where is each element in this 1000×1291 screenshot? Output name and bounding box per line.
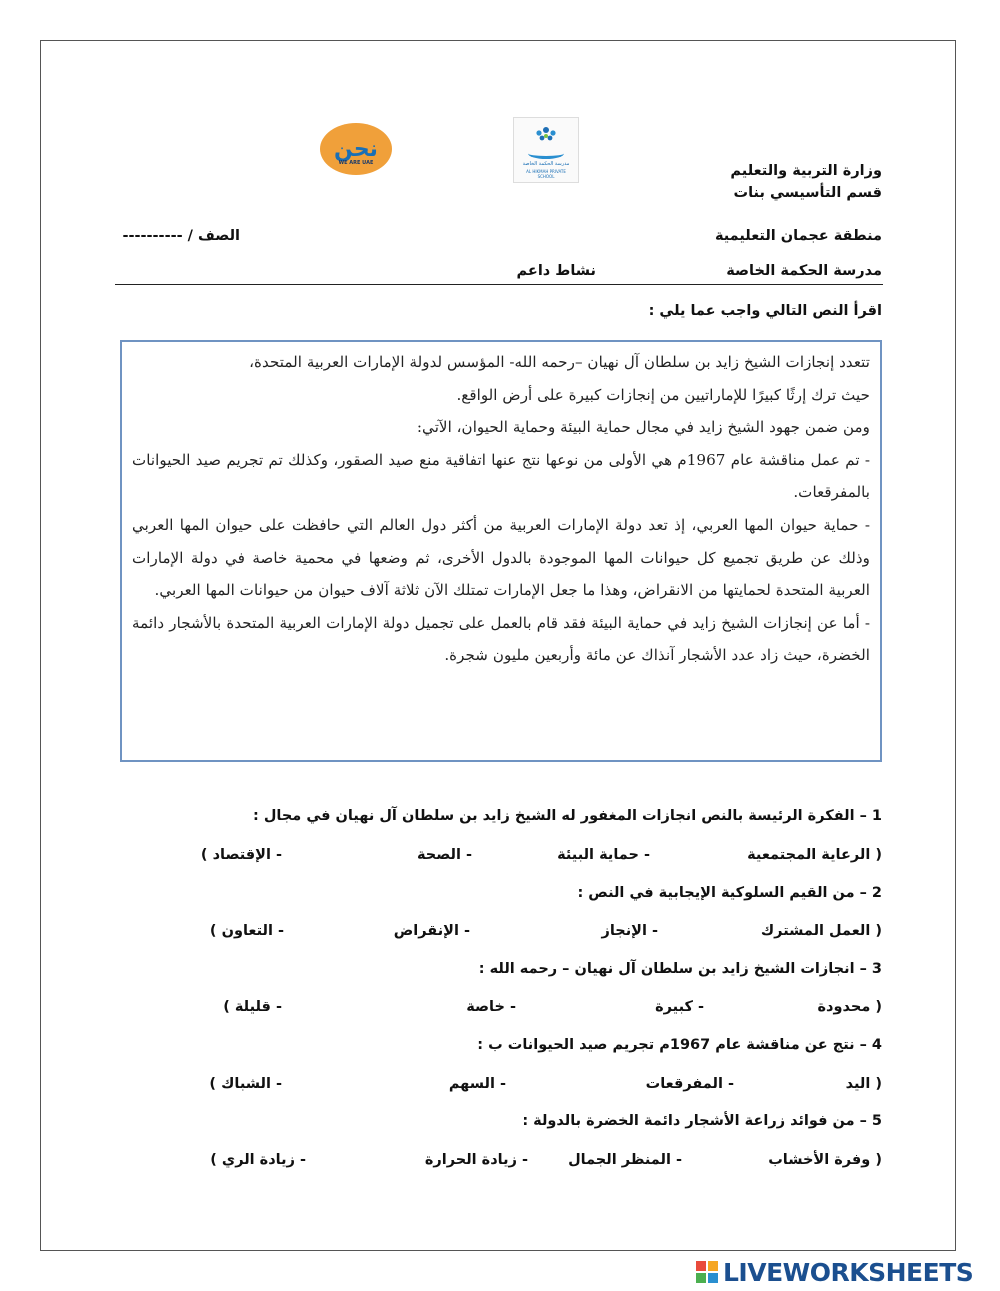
passage-line: - حماية حيوان المها العربي، إذ تعد دولة الإمارات العربية من أكثر دول العالم التي حافظت على حيوان المها العربي وذلك عن طريق تجميع كل حيوانات المها الموجودة بالدول الأخرى، ثم وضعها في محمية خاصة في دولة الإمارات العربية المتحدة لحمايتها من الانقراض، وهذا ما جعل الإمارات تمتلك الآن ثلاثة آلاف حيوان من حيوانات المها العربي. xyxy=(132,515,870,600)
passage-line: حيث ترك إرثًا كبيرًا للإماراتيين من إنجازات كبيرة على أرض الواقع. xyxy=(456,385,870,404)
q3-option-1[interactable]: ( محدودة xyxy=(817,999,882,1015)
school-logo-name-ar: مدرسة الحكمة الخاصة xyxy=(522,161,570,167)
q2-option-1[interactable]: ( العمل المشترك xyxy=(760,923,882,939)
ministry-title: وزارة التربية والتعليم xyxy=(730,163,882,179)
passage-line: تتعدد إنجازات الشيخ زايد بن سلطان آل نهيان –رحمه الله- المؤسس لدولة الإمارات العربية المتحدة، xyxy=(249,353,870,371)
activity-title: نشاط داعم xyxy=(516,263,596,279)
q5-option-4[interactable]: - زيادة الري ) xyxy=(210,1152,306,1168)
question-3: 3 – انجازات الشيخ زايد بن سلطان آل نهيان – رحمه الله : xyxy=(478,961,882,977)
reading-instruction: اقرأ النص التالي واجب عما يلي : xyxy=(648,303,882,319)
zone-title: منطقة عجمان التعليمية xyxy=(714,228,882,244)
question-2: 2 – من القيم السلوكية الإيجابية في النص : xyxy=(577,885,882,901)
school-logo-book-icon xyxy=(528,148,564,159)
q4-option-4[interactable]: - الشباك ) xyxy=(209,1076,282,1092)
brand-cube xyxy=(696,1261,706,1271)
q3-option-3[interactable]: - خاصة xyxy=(466,999,516,1015)
q1-option-4[interactable]: - الإقتصاد ) xyxy=(200,847,282,863)
q3-option-4[interactable]: - قليلة ) xyxy=(223,999,282,1015)
q4-option-1[interactable]: ( اليد xyxy=(845,1076,882,1092)
brand-cube xyxy=(696,1273,706,1283)
q2-option-2[interactable]: - الإنجاز xyxy=(601,923,658,939)
header-divider xyxy=(115,284,883,285)
q1-option-3[interactable]: - الصحة xyxy=(416,847,472,863)
q1-option-1[interactable]: ( الرعاية المجتمعية xyxy=(747,847,882,863)
q5-option-2[interactable]: - المنظر الجمال xyxy=(568,1152,682,1168)
liveworksheets-brand[interactable] xyxy=(696,1256,973,1288)
question-1: 1 – الفكرة الرئيسة بالنص انجازات المغفور له الشيخ زايد بن سلطان آل نهيان في مجال : xyxy=(252,808,882,824)
school-logo-flower-icon xyxy=(532,126,560,144)
section-title: قسم التأسيسي بنات xyxy=(733,185,882,201)
reading-passage xyxy=(120,340,882,762)
passage-line: - تم عمل مناقشة عام 1967م هي الأولى من نوعها نتج عنها اتفاقية منع صيد الصقور، وكذلك تم تجريم صيد الحيوانات بالمفرقعات. xyxy=(132,450,870,502)
brand-cube xyxy=(708,1261,718,1271)
nahn-logo-subtext: WE ARE UAE xyxy=(338,160,374,166)
q3-option-2[interactable]: - كبيرة xyxy=(655,999,704,1015)
grade-field: الصف / ---------- xyxy=(122,228,240,244)
brand-wordmark: LIVEWORKSHEETS xyxy=(723,1257,974,1287)
q5-option-3[interactable]: - زيادة الحرارة xyxy=(424,1152,528,1168)
brand-cube xyxy=(708,1273,718,1283)
passage-line: ومن ضمن جهود الشيخ زايد في مجال حماية البيئة وحماية الحيوان، الآتي: xyxy=(416,418,870,437)
q2-option-4[interactable]: - التعاون ) xyxy=(209,923,284,939)
q2-option-3[interactable]: - الإنقراض xyxy=(393,923,470,939)
q4-option-2[interactable]: - المفرقعات xyxy=(645,1076,734,1092)
q4-option-3[interactable]: - السهم xyxy=(448,1076,506,1092)
nahn-logo xyxy=(320,123,392,175)
school-logo xyxy=(513,117,579,183)
question-5: 5 – من فوائد زراعة الأشجار دائمة الخضرة بالدولة : xyxy=(522,1113,882,1129)
q1-option-2[interactable]: - حماية البيئة xyxy=(557,847,650,863)
q5-option-1[interactable]: ( وفرة الأخشاب xyxy=(768,1152,882,1168)
nahn-logo-text: نحن xyxy=(334,136,378,162)
brand-logo-icon xyxy=(696,1261,718,1283)
passage-line: - أما عن إنجازات الشيخ زايد في حماية البيئة فقد قام بالعمل على تجميل دولة الإمارات العربية المتحدة بالأشجار دائمة الخضرة، حيث زاد عدد الأشجار آنذاك عن مائة وأربعين مليون شجرة. xyxy=(132,613,870,665)
question-4: 4 – نتج عن مناقشة عام 1967م تجريم صيد الحيوانات ب : xyxy=(477,1037,882,1053)
school-title: مدرسة الحكمة الخاصة xyxy=(726,263,882,279)
school-logo-name-en: AL HIKMAH PRIVATE SCHOOL xyxy=(526,169,566,179)
